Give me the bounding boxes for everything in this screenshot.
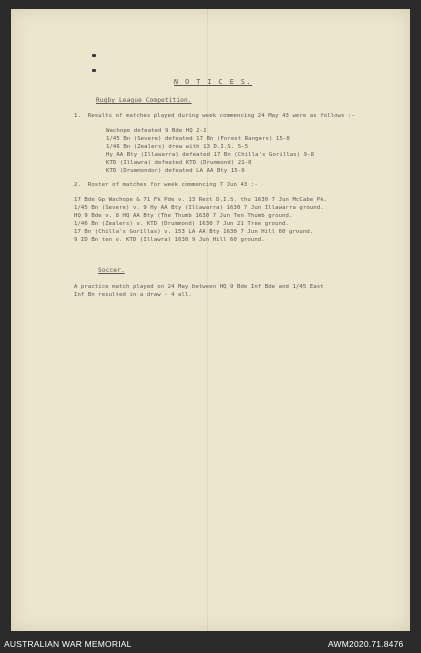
- result-line: Wachope defeated 9 Bde HQ 2-2: [106, 128, 207, 134]
- roster-line: 9 ID Bn ten v. KTD (Illawra) 1630 9 Jun Hill 60 ground.: [74, 237, 265, 243]
- soccer-heading: Soccer.: [98, 267, 125, 274]
- footer-accession-number: AWM2020.71.8476: [328, 639, 404, 649]
- roster-line: 17 Bn (Chilla's Gorillas) v. 153 LA AA Bty 1630 7 Jun Hill 60 ground.: [74, 229, 314, 235]
- document-page: [11, 9, 410, 631]
- punch-hole-bottom: [92, 69, 96, 72]
- soccer-text-line: A practice match played on 24 May between HQ 9 Bde Inf Bde and 1/45 East: [74, 284, 324, 290]
- roster-line: 1/46 Bn (Zealers) v. KTD (Drummond) 1630 7 Jun 21 Tree ground.: [74, 221, 289, 227]
- item-2-intro: 2. Roster of matches for week commencing 7 Jun 43 :-: [74, 182, 258, 188]
- result-line: 1/46 Bn (Zealers) drew with 13 D.I.S. 5-5: [106, 144, 249, 150]
- roster-line: 17 Bde Gp Wachope & 71 Fk Pde v. 13 Rest D.I.S. thu 1630 7 Jun McCabe Pk.: [74, 197, 328, 203]
- footer-institution: AUSTRALIAN WAR MEMORIAL: [4, 639, 132, 649]
- rugby-league-heading: Rugby League Competition.: [96, 97, 192, 104]
- result-line: KTD (Illawra) defeated KTD (Drummond) 21-0: [106, 160, 252, 166]
- result-line: 1/45 Bn (Severe) defeated 17 Bn (Forest Rangers) 15-0: [106, 136, 290, 142]
- result-line: KTD (Drummondor) defeated LA AA Bty 15-0: [106, 168, 245, 174]
- punch-hole-top: [92, 54, 96, 57]
- roster-line: 1/45 Bn (Severe) v. 9 Hy AA Bty (Illawarra) 1630 7 Jun Illawarra ground.: [74, 205, 324, 211]
- roster-line: HQ 9 Bde v. 8 HQ AA Bty (The Thumb 1630 7 Jun Ten Thumb ground.: [74, 213, 293, 219]
- result-line: Hy AA Bty (Illawarra) defeated 17 Bn (Chilla's Gorillas) 9-8: [106, 152, 315, 158]
- notices-title: N O T I C E S.: [174, 78, 252, 86]
- item-1-intro: 1. Results of matches played during week commencing 24 May 43 were as follows :-: [74, 113, 355, 119]
- soccer-text-line: Inf Bn resulted in a draw - 4 all.: [74, 292, 192, 298]
